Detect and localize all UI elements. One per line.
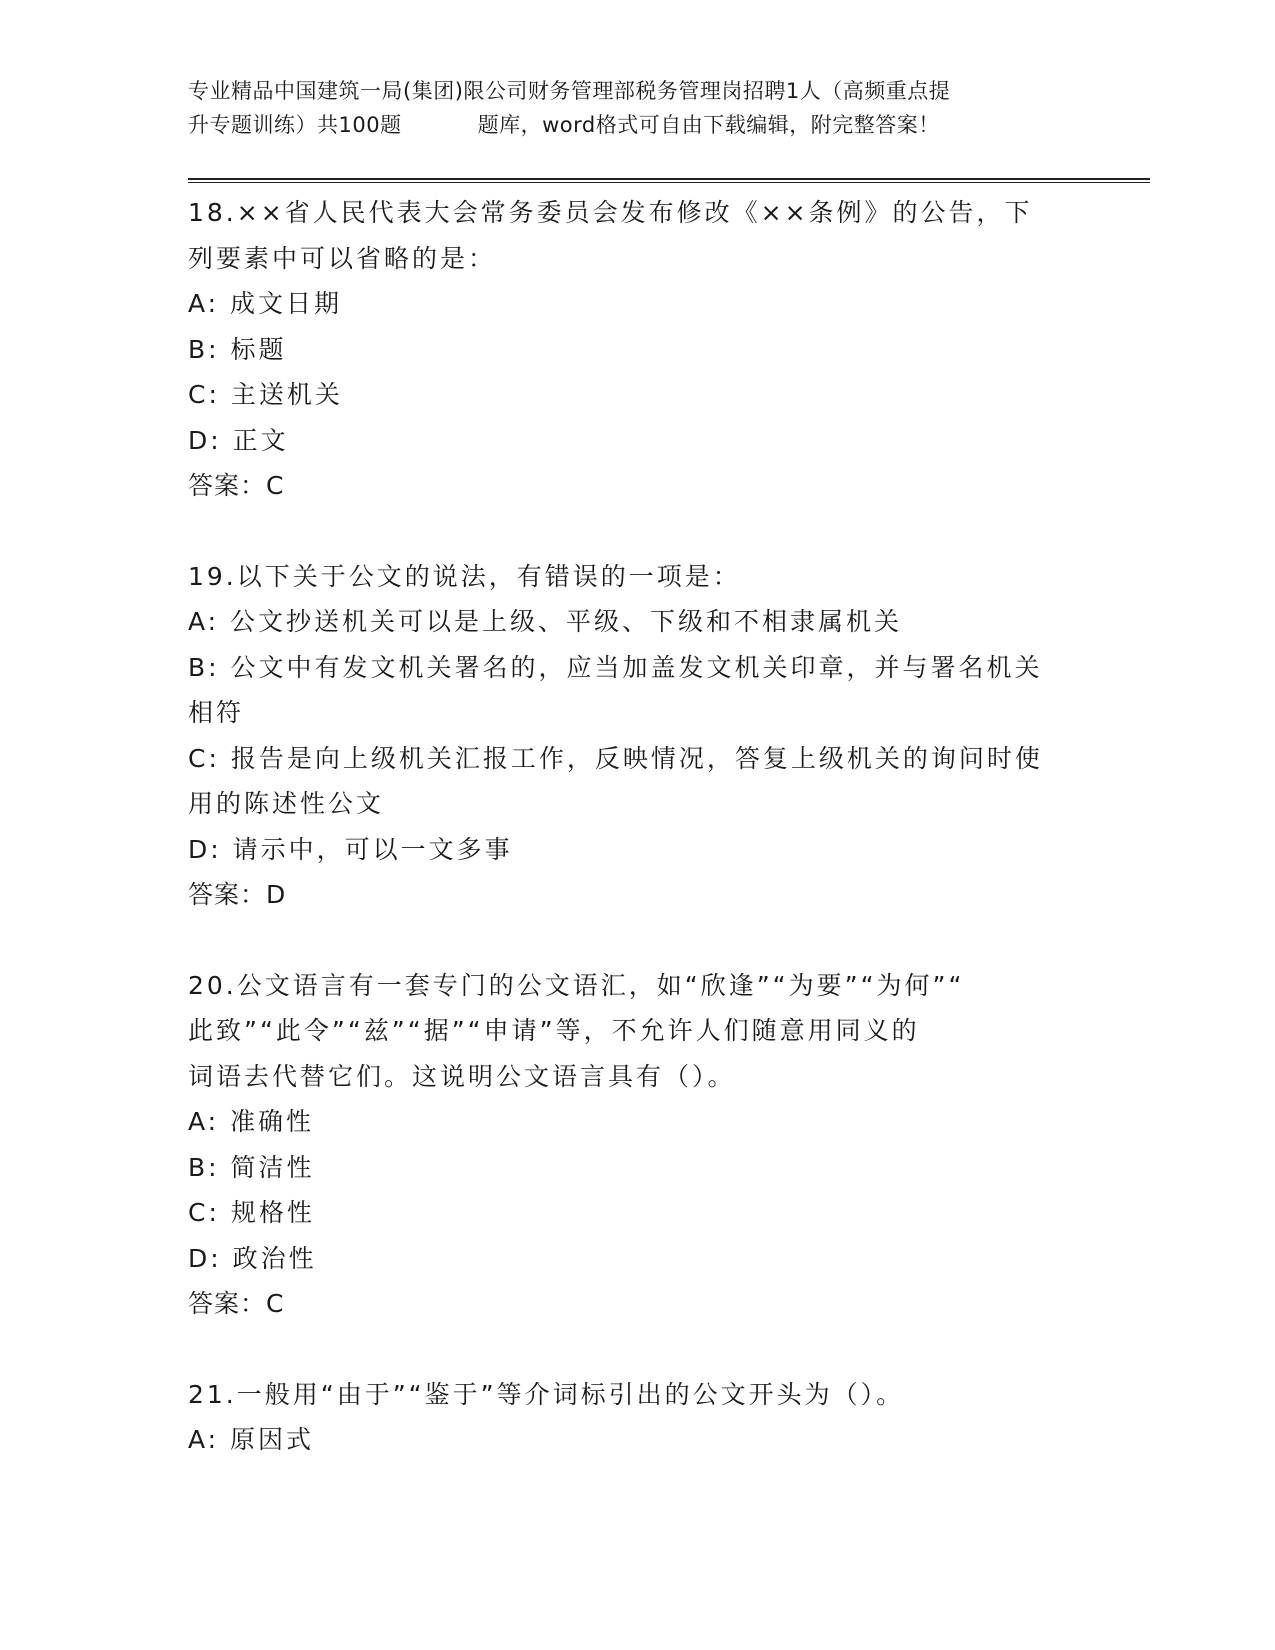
question-stem-line: 21.一般用“由于”“鉴于”等介词标引出的公文开头为（）。 bbox=[188, 1379, 905, 1409]
question-stem-line: 此致”“此令”“兹”“据”“申请”等，不允许人们随意用同义的 bbox=[188, 1016, 920, 1045]
header-rule-thin bbox=[188, 182, 1150, 183]
answer-line: 答案：C bbox=[188, 471, 285, 500]
option-line: C: 规格性 bbox=[188, 1198, 315, 1227]
question-block bbox=[188, 1372, 1088, 1463]
option-line: C: 报告是向上级机关汇报工作，反映情况，答复上级机关的询问时使 bbox=[188, 743, 1043, 773]
question-stem-line: 词语去代替它们。这说明公文语言具有（）。 bbox=[188, 1061, 736, 1091]
option-line: B: 简洁性 bbox=[188, 1152, 315, 1182]
question-block bbox=[188, 554, 1088, 918]
page-header bbox=[188, 74, 1088, 142]
header-line-1: 专业精品中国建筑一局(集团)限公司财务管理部税务管理岗招聘1人（高频重点提 bbox=[188, 79, 951, 103]
option-line: A: 公文抄送机关可以是上级、平级、下级和不相隶属机关 bbox=[188, 607, 903, 636]
header-line-2-right: 题库，word格式可自由下载编辑，附完整答案！ bbox=[477, 113, 940, 137]
question-block bbox=[188, 190, 1088, 509]
option-line: B: 公文中有发文机关署名的，应当加盖发文机关印章，并与署名机关 bbox=[188, 652, 1043, 682]
header-rule-thick bbox=[188, 178, 1150, 180]
option-line: A: 成文日期 bbox=[188, 289, 343, 318]
header-line-2-left: 升专题训练）共100题 bbox=[188, 113, 402, 137]
option-line: B: 标题 bbox=[188, 334, 287, 364]
option-line: D: 请示中，可以一文多事 bbox=[188, 834, 513, 864]
option-line: A: 准确性 bbox=[188, 1107, 315, 1136]
question-stem-line: 20.公文语言有一套专门的公文语汇，如“欣逢”“为要”“为何”“ bbox=[188, 970, 965, 1000]
question-stem-line: 18.××省人民代表大会常务委员会发布修改《××条例》的公告，下 bbox=[188, 198, 1033, 227]
option-line: 用的陈述性公文 bbox=[188, 789, 385, 818]
option-line: A: 原因式 bbox=[188, 1425, 315, 1454]
question-spacer bbox=[188, 1327, 1088, 1372]
option-line: C: 主送机关 bbox=[188, 380, 343, 409]
question-stem-line: 19.以下关于公文的说法，有错误的一项是： bbox=[188, 561, 741, 591]
question-spacer bbox=[188, 918, 1088, 963]
option-line: D: 政治性 bbox=[188, 1243, 317, 1273]
question-list bbox=[188, 190, 1088, 1463]
option-line: 相符 bbox=[188, 698, 245, 727]
option-line: D: 正文 bbox=[188, 425, 289, 455]
question-stem-line: 列要素中可以省略的是： bbox=[188, 243, 497, 273]
question-spacer bbox=[188, 509, 1088, 554]
header-line-2 bbox=[188, 108, 1088, 142]
answer-line: 答案：D bbox=[188, 880, 287, 909]
answer-line: 答案：C bbox=[188, 1289, 285, 1318]
question-block bbox=[188, 963, 1088, 1327]
